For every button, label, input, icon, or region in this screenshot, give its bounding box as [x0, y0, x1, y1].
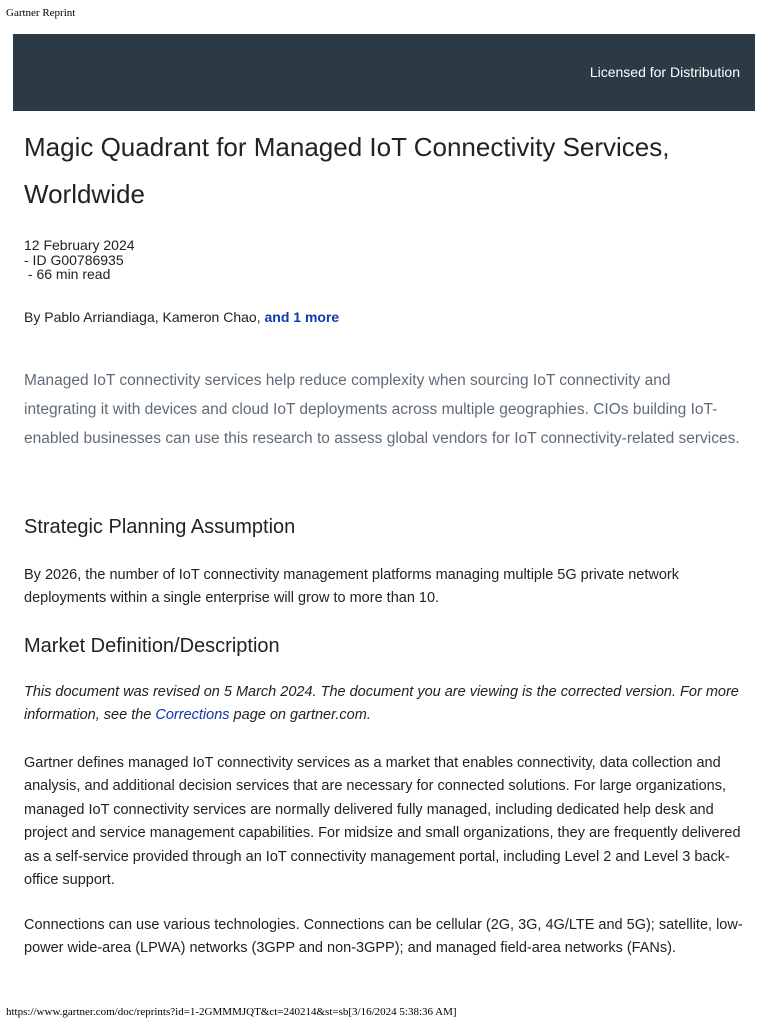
license-banner [13, 34, 755, 111]
connections-paragraph: Connections can use various technologies. Connections can be cellular (2G, 3G, 4G/LTE and 5G); satellite, low-power wide-area (LPWA) networks (3GPP and non-3GPP); and managed field-area networks (FANs). [24, 917, 743, 957]
page-title: Magic Quadrant for Managed IoT Connectivity Services, Worldwide [24, 132, 670, 209]
market-definition-paragraph: Gartner defines managed IoT connectivity services as a market that enables connectivity, data collection and analysis, and additional decision services that are necessary for connected solutions. For large organizations, managed IoT connectivity services are normally delivered fully managed, including dedicated help desk and project and service management capabilities. For midsize and small organizations, they are frequently delivered as a self-service provided through an IoT connectivity management portal, including Level 2 and Level 3 back-office support. [24, 755, 741, 889]
read-time: - 66 min read [24, 266, 111, 282]
print-header: Gartner Reprint [6, 7, 76, 19]
market-heading: Market Definition/Description [24, 635, 280, 657]
strategic-heading: Strategic Planning Assumption [24, 516, 296, 538]
author-names: By Pablo Arriandiaga, Kameron Chao, [24, 309, 265, 325]
revision-note-text: This document was revised on 5 March 2024. The document you are viewing is the corrected version. For more information, see the [24, 684, 739, 724]
print-footer-url: https://www.gartner.com/doc/reprints?id=1-2GMMMJQT&ct=240214&st=sb[3/16/2024 5:38:36 AM] [6, 1006, 457, 1018]
publish-date: 12 February 2024 [24, 237, 135, 253]
author-line [24, 309, 339, 325]
revision-note-tail: page on gartner.com. [229, 707, 371, 724]
more-authors-link[interactable]: and 1 more [264, 309, 340, 325]
summary: Managed IoT connectivity services help reduce complexity when sourcing IoT connectivity and integrating it with devices and cloud IoT deployments across multiple geographies. CIOs building IoT-enabled businesses can use this research to assess global vendors for IoT connectivity-related services. [24, 372, 740, 447]
revision-note [24, 681, 746, 728]
strategic-body: By 2026, the number of IoT connectivity management platforms managing multiple 5G private network deployments within a single enterprise will grow to more than 10. [24, 567, 679, 607]
corrections-link[interactable]: Corrections [155, 707, 230, 724]
document-meta [24, 238, 135, 282]
license-label: Licensed for Distribution [589, 64, 740, 80]
document-id: - ID G00786935 [24, 251, 124, 268]
